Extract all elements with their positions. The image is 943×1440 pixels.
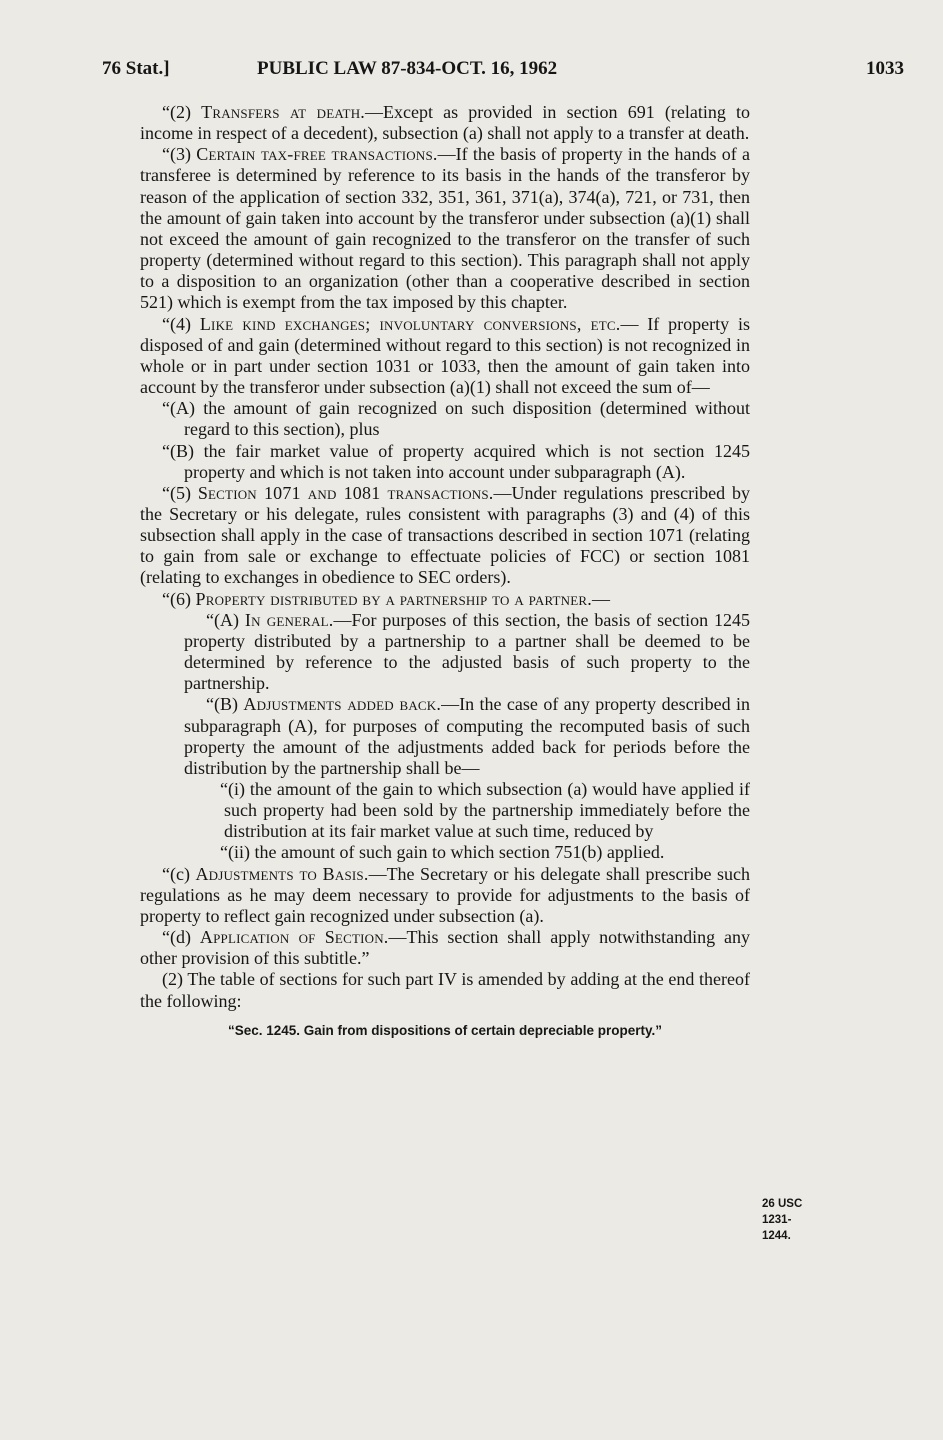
public-law-citation: PUBLIC LAW 87-834-OCT. 16, 1962 <box>257 58 558 79</box>
page-number: 1033 <box>866 58 904 79</box>
margin-note-line: 26 USC 1231- <box>762 1198 803 1226</box>
paragraph-5: “(5) Section 1071 and 1081 transactions.—Under regulations prescribed by the Secretary or his delegate, rules consistent with paragraphs (3) and (4) of this subsection shall apply in the case of transactions described in section 1071 (relating to gain from sale or exchange to effectuate policies of FCC) or section 1081 (relating to exchanges in obedience to SEC orders). <box>140 482 750 588</box>
subparagraph-4B: “(B) the fair market value of property acquired which is not section 1245 property and which is not taken into account under subparagraph (A). <box>162 440 750 482</box>
subsection-c: “(c) Adjustments to Basis.—The Secretary or his delegate shall prescribe such regulations as he may deem necessary to provide for adjustments to the basis of property to reflect gain recognized under subsection (a). <box>140 863 751 926</box>
paragraph-heading: Application of Section. <box>199 927 389 948</box>
statute-text <box>140 102 750 1041</box>
statute-volume: 76 Stat.] <box>102 58 170 79</box>
subparagraph-6B: “(B) Adjustments added back.—In the case of any property described in subparagraph (A), for purposes of computing the recomputed basis of such property the amount of the adjustments added back for periods before the distribution by the partnership shall be— <box>184 694 751 778</box>
subsection-d: “(d) Application of Section.—This section shall apply notwithstanding any other provision of this subtitle.” <box>140 927 751 969</box>
clause-6Bi: “(i) the amount of the gain to which subsection (a) would have applied if such property had been sold by the partnership immediately before the distribution at its fair market value at such time, reduced by <box>220 779 750 842</box>
paragraph-heading: Transfers at death. <box>201 102 365 122</box>
paragraph-6: “(6) Property distributed by a partnership to a partner.— <box>162 588 610 609</box>
paragraph-heading: Like kind exchanges; involuntary conversions, etc. <box>199 313 621 334</box>
margin-note-line: 1244. <box>762 1230 791 1242</box>
clause-6Bii: “(ii) the amount of such gain to which section 751(b) applied. <box>220 842 665 863</box>
amendment-2: (2) The table of sections for such part IV is amended by adding at the end thereof the following: <box>140 969 750 1011</box>
paragraph-heading: In general. <box>244 609 334 630</box>
table-of-sections-entry: “Sec. 1245. Gain from dispositions of certain depreciable property.” <box>227 1022 663 1038</box>
paragraph-3: “(3) Certain tax-free transactions.—If the basis of property in the hands of a transferee is determined by reference to its basis in the hands of the transferor by reason of the application of section 332, 351, 361, 371(a), 374(a), 721, or 731, then the amount of gain taken into account by the transferor under subsection (a)(1) shall not exceed the amount of gain recognized to the transferor on the transfer of such property (determined without regard to this section). This paragraph shall not apply to a disposition to an organization (other than a cooperative described in section 521) which is exempt from the tax imposed by this chapter. <box>140 144 751 313</box>
paragraph-heading: Adjustments added back. <box>243 694 442 715</box>
subparagraph-4A: “(A) the amount of gain recognized on such disposition (determined without regard to this section), plus <box>162 398 750 440</box>
paragraph-4: “(4) Like kind exchanges; involuntary conversions, etc.— If property is disposed of and gain (determined without regard to this section) is not recognized in whole or in part under section 1031 or 1033, then the amount of gain taken into account by the transferor under subsection (a)(1) shall not exceed the sum of— <box>140 313 750 398</box>
paragraph-heading: Adjustments to Basis. <box>195 863 369 884</box>
paragraph-heading: Certain tax-free transactions. <box>196 144 438 165</box>
margin-note <box>762 1196 822 1244</box>
running-header <box>102 58 904 84</box>
paragraph-2: “(2) Transfers at death.—Except as provided in section 691 (relating to income in respect of a decedent), subsection (a) shall not apply to a transfer at death. <box>140 102 750 144</box>
paragraph-heading: Section 1071 and 1081 transactions. <box>197 482 494 503</box>
paragraph-heading: Property distributed by a partnership to a partner. <box>195 588 592 609</box>
subparagraph-6A: “(A) In general.—For purposes of this section, the basis of section 1245 property distributed by a partnership to a partner shall be deemed to be determined by reference to the adjusted basis of such property to the partnership. <box>184 609 750 694</box>
